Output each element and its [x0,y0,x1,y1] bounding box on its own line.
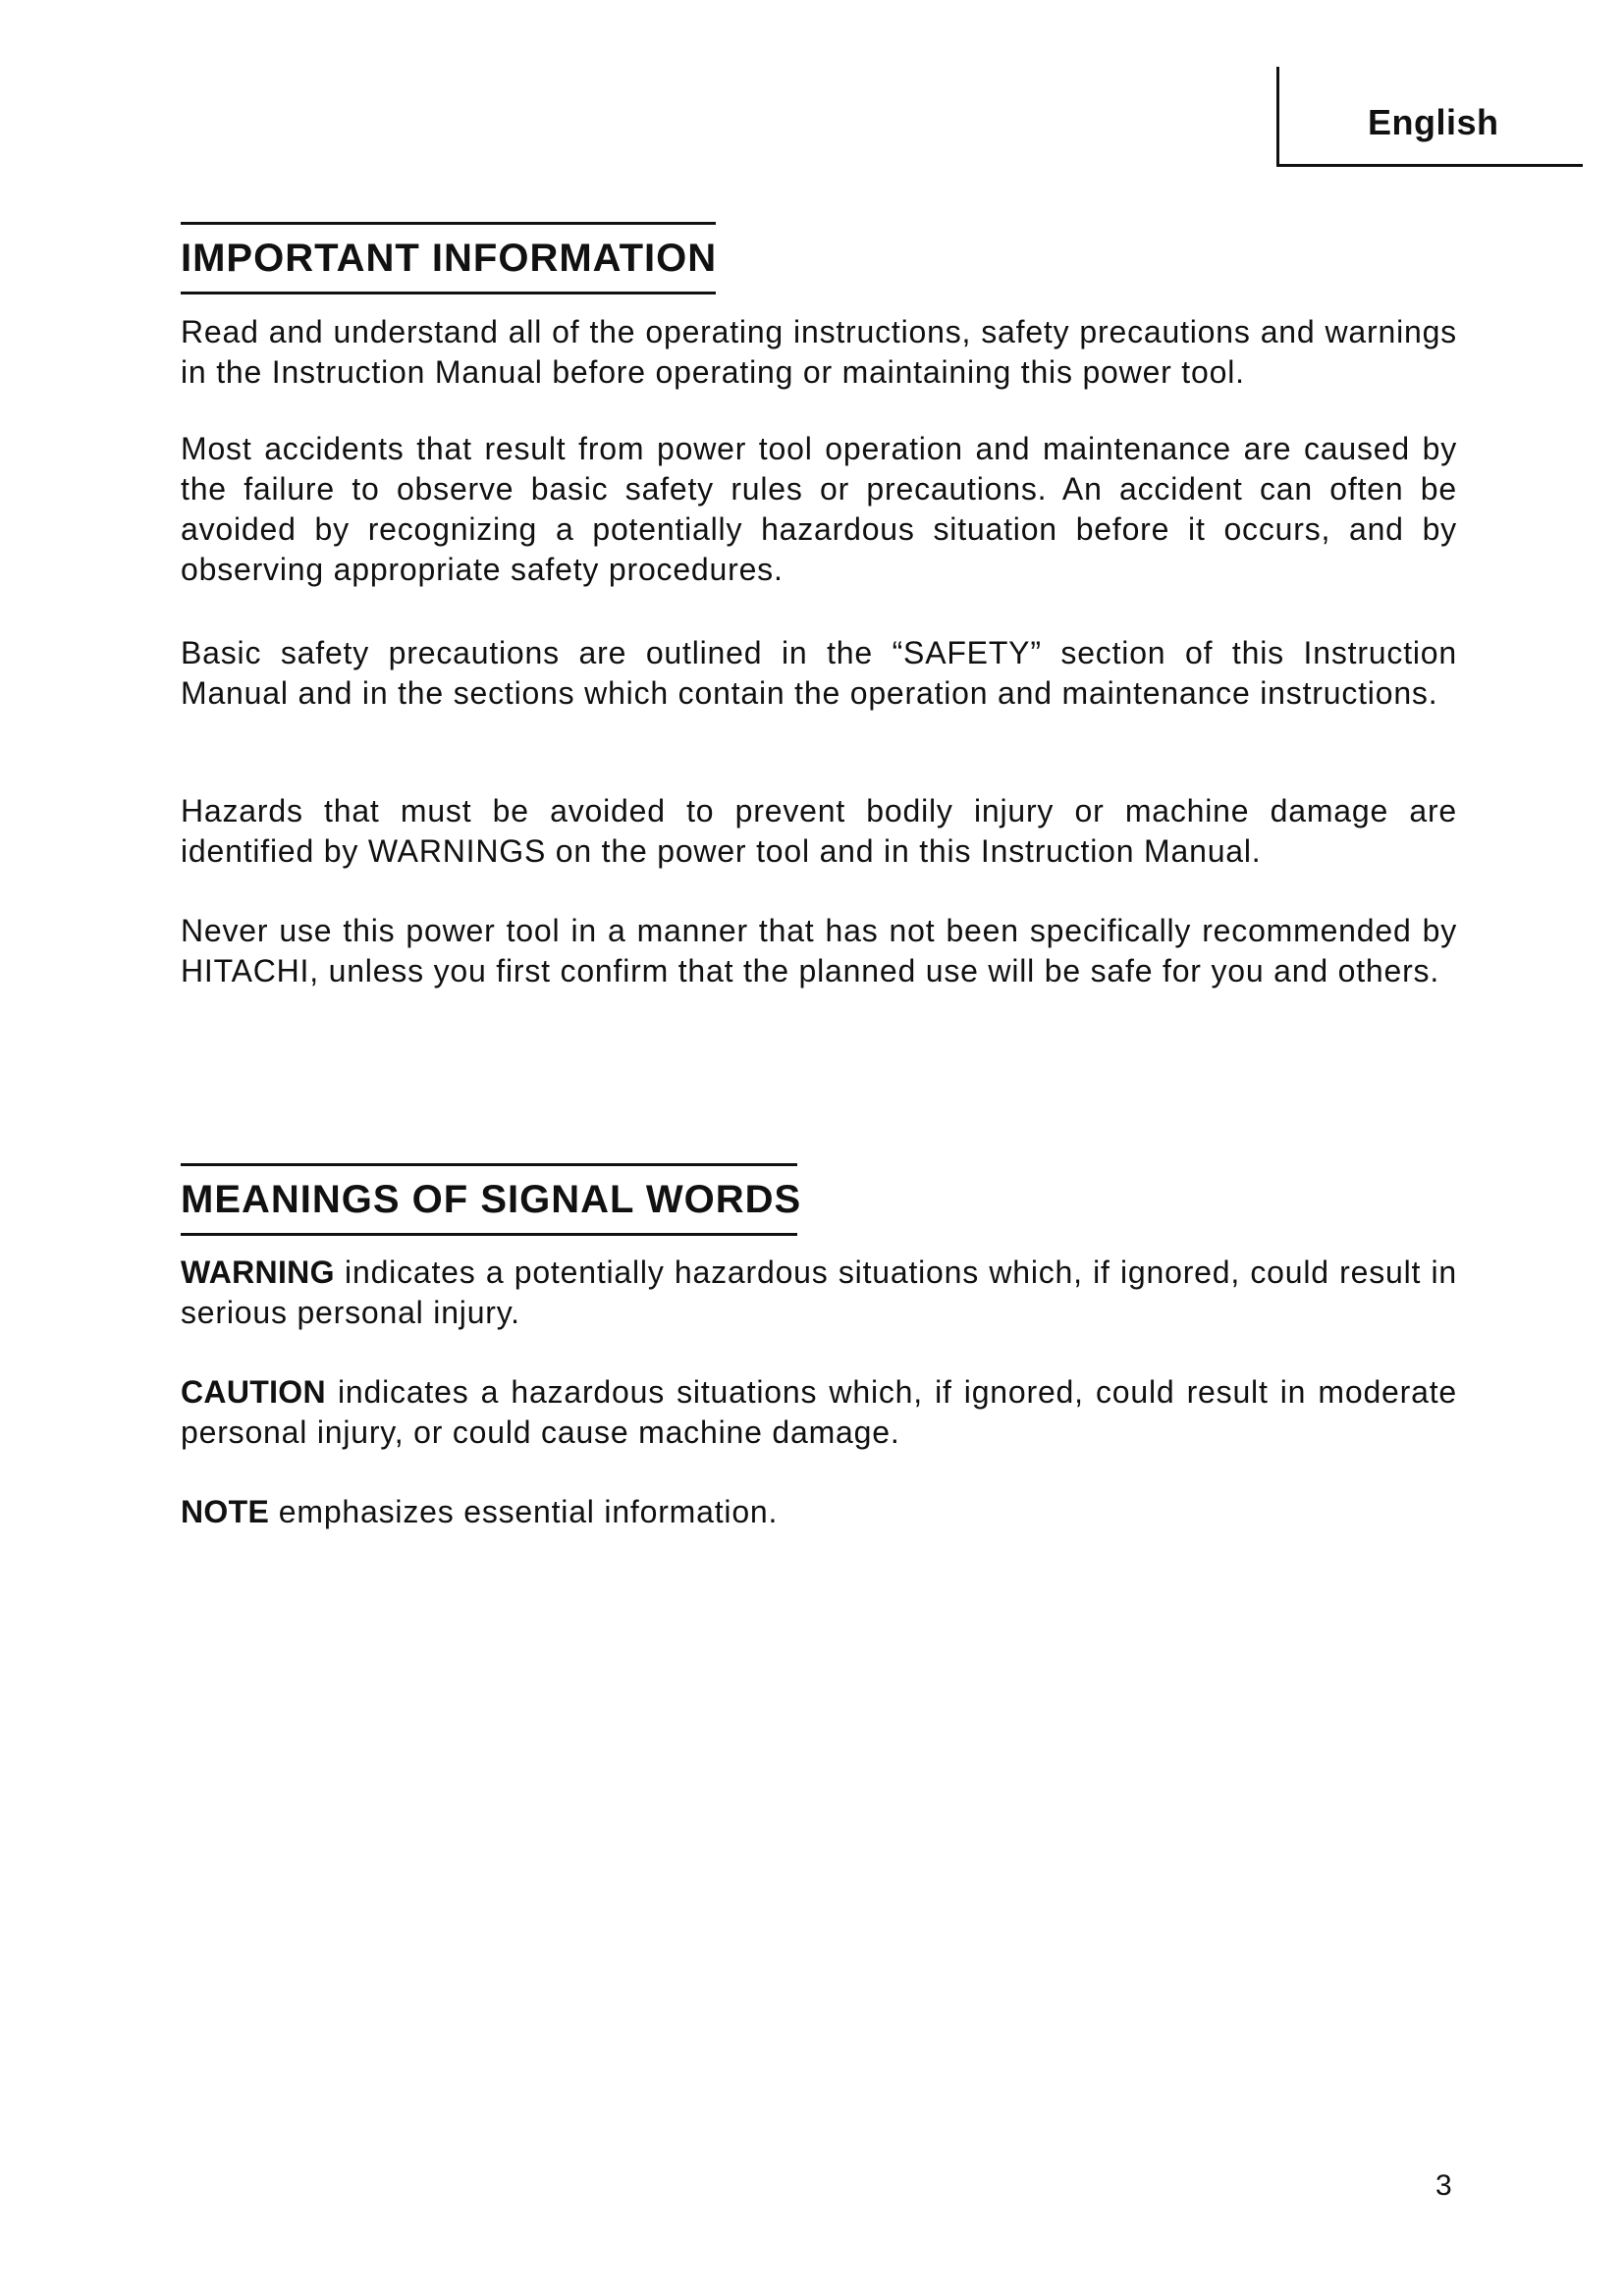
signal-word-note [181,1492,1457,1532]
language-label: English [1368,102,1499,142]
signal-definition: indicates a hazardous situations which, if ignored, could result in moderate personal injury, or could cause machine damage. [181,1374,1457,1450]
signal-word-caution [181,1372,1457,1453]
signal-term: CAUTION [181,1374,326,1410]
signal-term: NOTE [181,1494,270,1529]
page-number: 3 [1435,2169,1452,2202]
signal-word-warning [181,1253,1457,1333]
signal-term: WARNING [181,1255,335,1290]
info-paragraph: Never use this power tool in a manner that has not been specifically recommended by HITACHI, unless you first confirm that the planned use will be safe for you and others. [181,913,1457,988]
signal-words-heading: MEANINGS OF SIGNAL WORDS [181,1163,797,1236]
important-information-heading: IMPORTANT INFORMATION [181,222,716,294]
signal-definition: indicates a potentially hazardous situations which, if ignored, could result in serious personal injury. [181,1255,1457,1330]
language-tab [1276,67,1583,167]
info-paragraph: Most accidents that result from power tool operation and maintenance are caused by the failure to observe basic safety rules or precautions. An accident can often be avoided by recognizing a potentially hazardous situation before it occurs, and by observing appropriate safety procedures. [181,431,1457,587]
signal-definition: emphasizes essential information. [269,1494,779,1529]
info-paragraph: Hazards that must be avoided to prevent bodily injury or machine damage are identified by WARNINGS on the power tool and in this Instruction Manual. [181,793,1457,869]
info-paragraph: Basic safety precautions are outlined in the “SAFETY” section of this Instruction Manual and in the sections which contain the operation and maintenance instructions. [181,635,1457,711]
info-paragraph: Read and understand all of the operating instructions, safety precautions and warnings in the Instruction Manual before operating or maintaining this power tool. [181,314,1457,390]
